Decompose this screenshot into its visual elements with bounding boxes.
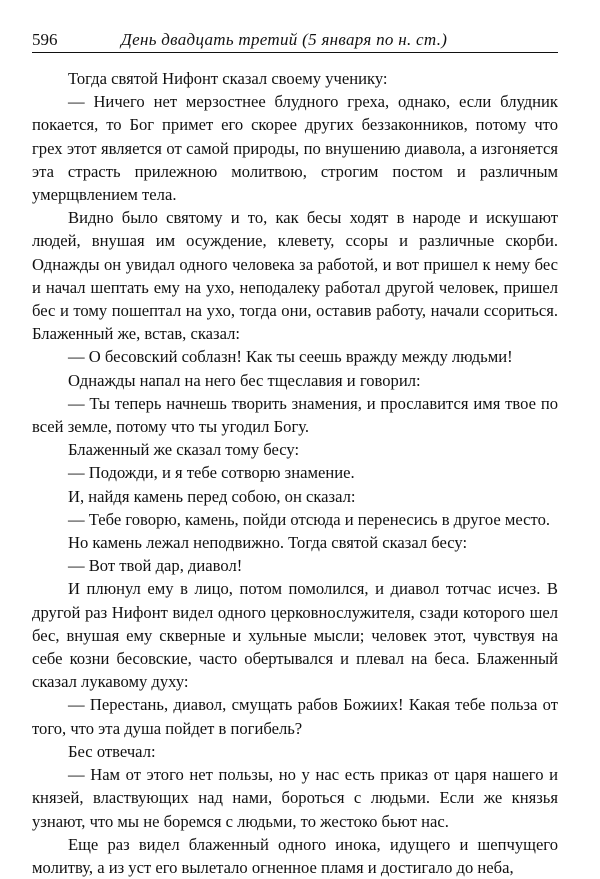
paragraph: — Ты теперь начнешь творить знамения, и прославится имя твое по всей земле, потому что ты угодил Богу. [32,393,558,437]
paragraph: — Перестань, диавол, смущать рабов Божиих! Какая тебе польза от того, что эта душа пойдет в погибель? [32,695,558,738]
running-header [32,30,558,53]
paragraph: — О бесовский соблазн! Как ты сеешь вражду между людьми! [68,347,513,367]
paragraph: Еще раз видел блаженный одного инока, идущего и шепчущего молитву, а из уст его вылетало огненное пламя и достигало до неба, [32,834,558,877]
paragraph: — Ничего нет мерзостнее блудного греха, однако, если блудник покается, то Бог примет его скорее других беззаконников, потому что грех этот является от самой природы, по внушению диавола, а изгоняется эта страсть прилежною молитвою, строгим постом и различным умерщвлением тела. [32,92,558,205]
paragraph: Однажды напал на него бес тщеславия и говорил: [68,370,421,390]
paragraph: И, найдя камень перед собою, он сказал: [68,486,356,506]
running-title: День двадцать третий (5 января по н. ст.) [121,30,448,49]
paragraph: И плюнул ему в лицо, потом помолился, и диавол тотчас исчез. В другой раз Нифонт видел одного церковнослужителя, сзади которого шел бес, внушая ему скверные и хульные мысли; человек этот, чувствуя на себе козни бесовские, часто обертывался и плевал на беса. Блаженный сказал лукавому духу: [32,579,558,692]
paragraph: Блаженный же сказал тому бесу: [68,440,300,460]
paragraph: Видно было святому и то, как бесы ходят в народе и искушают людей, внушая им осуждение, клевету, ссоры и различные скорби. Однажды он увидал одного человека за работой, и вот пришел к нему бес и начал шептать ему на ухо, неподалеку работал другой человек, пришел бес и тому пошептал на ухо, тогда они, оставив работу, начали ссориться. Блаженный же, встав, сказал: [32,208,558,344]
paragraph: Тогда святой Нифонт сказал своему ученику: [68,69,388,88]
paragraph: — Вот твой дар, диавол! [68,556,243,576]
paragraph: Бес отвечал: [68,741,156,761]
paragraph: — Нам от этого нет пользы, но у нас есть приказ от царя нашего и князей, властвующих над нами, бороться с людьми. Если же князья узнают, что мы не боремся с людьми, то жестоко бьют нас. [32,765,558,831]
page-number: 596 [32,30,58,49]
page-body [32,67,558,879]
paragraph: — Тебе говорю, камень, пойди отсюда и перенесись в другое место. [68,509,551,529]
paragraph: — Подожди, и я тебе сотворю знамение. [68,463,355,483]
paragraph: Но камень лежал неподвижно. Тогда святой сказал бесу: [68,533,468,553]
